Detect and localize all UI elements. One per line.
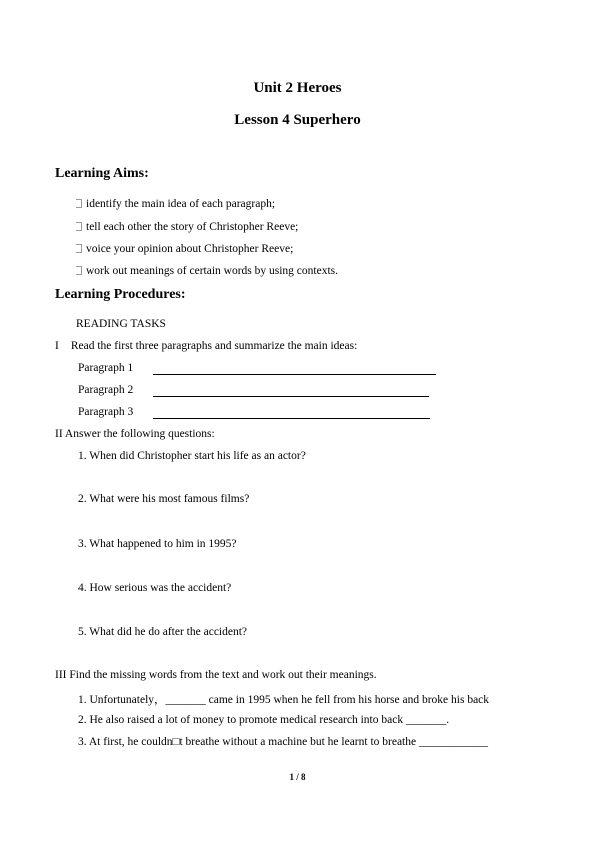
answer-line[interactable]: [153, 418, 430, 419]
page-number: 1 / 8: [289, 772, 306, 782]
answer-line[interactable]: [153, 396, 429, 397]
aim-item: tell each other the story of Christopher Reeve;: [76, 221, 298, 233]
bullet-box-icon: [76, 266, 82, 275]
section-one-heading: [55, 340, 357, 352]
paragraph-label: Paragraph 2: [78, 384, 134, 396]
question-item: 1. When did Christopher start his life as an actor?: [78, 450, 306, 462]
bullet-box-icon: [76, 244, 82, 253]
fill-in-item: 1. Unfortunately，_______ came in 1995 when he fell from his horse and broke his back: [78, 694, 490, 706]
section-numeral: I: [55, 340, 59, 352]
bullet-box-icon: [76, 222, 82, 231]
section-one-instruction: Read the first three paragraphs and summarize the main ideas:: [70, 340, 358, 352]
section-two-heading: II Answer the following questions:: [55, 428, 215, 440]
fill-in-item: 2. He also raised a lot of money to promote medical research into back _______.: [78, 714, 450, 726]
learning-procedures-heading: Learning Procedures:: [55, 287, 186, 302]
learning-aims-heading: Learning Aims:: [55, 166, 149, 181]
paragraph-label: Paragraph 1: [78, 362, 134, 374]
question-item: 3. What happened to him in 1995?: [78, 538, 237, 550]
answer-line[interactable]: [153, 374, 436, 375]
paragraph-label: Paragraph 3: [78, 406, 134, 418]
question-item: 2. What were his most famous films?: [78, 493, 250, 505]
reading-tasks-label: READING TASKS: [76, 318, 166, 330]
question-item: 5. What did he do after the accident?: [78, 626, 248, 638]
question-item: 4. How serious was the accident?: [78, 582, 232, 594]
aim-item: voice your opinion about Christopher Reeve;: [76, 243, 293, 255]
section-three-heading: III Find the missing words from the text and work out their meanings.: [55, 669, 377, 681]
lesson-title: Lesson 4 Superhero: [234, 112, 361, 128]
aim-item: identify the main idea of each paragraph;: [76, 198, 275, 210]
aim-item: work out meanings of certain words by using contexts.: [76, 265, 338, 277]
bullet-box-icon: [76, 199, 82, 208]
fill-in-item: 3. At first, he couldn□t breathe without a machine but he learnt to breathe ____________: [78, 736, 488, 748]
document-title: Unit 2 Heroes: [253, 80, 342, 96]
